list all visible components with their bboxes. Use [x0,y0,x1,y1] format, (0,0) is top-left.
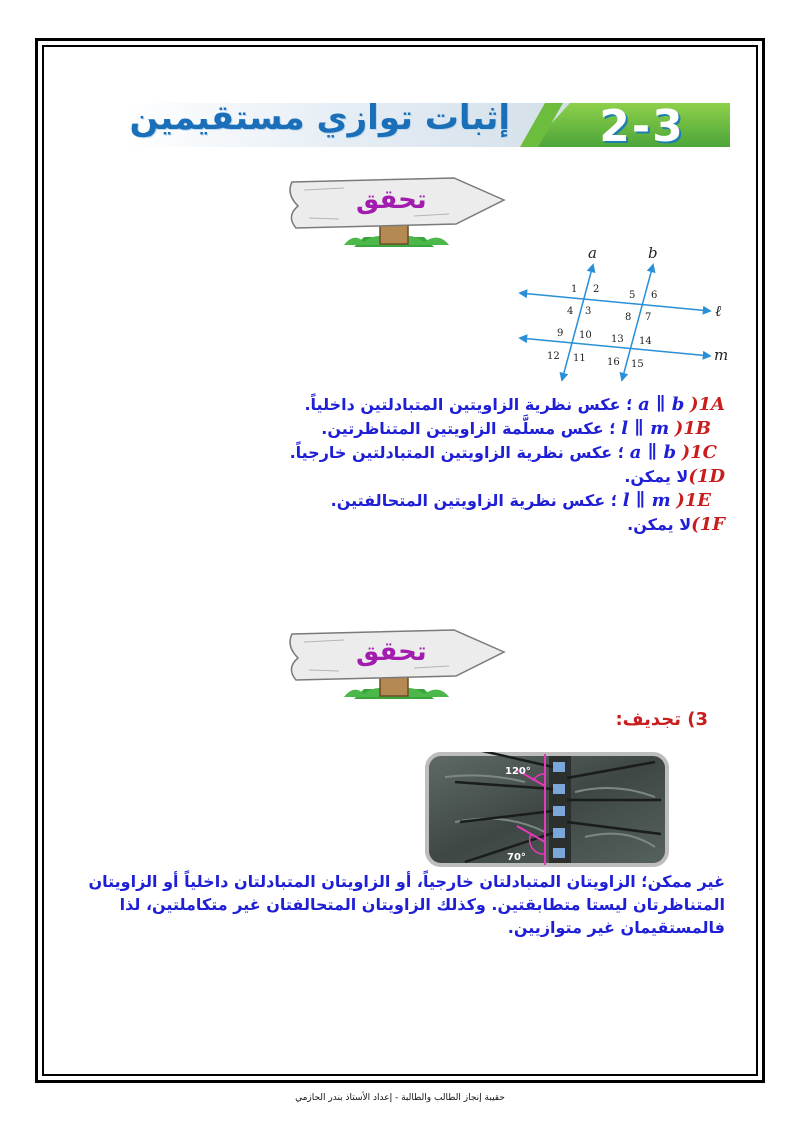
angle-label-16: 16 [607,357,620,368]
angle-label-6: 6 [651,290,658,301]
angle-label-10: 10 [579,330,592,341]
angle-label-14: 14 [639,336,652,347]
line-label-b: b [648,245,658,262]
angle-label-8: 8 [625,312,632,323]
angle-label-12: 12 [547,351,560,362]
answer-paragraph: غير ممكن؛ الزاويتان المتبادلتان خارجياً، أو الزاويتان المتبادلتان داخلياً أو الزاويتان المتناظرتان ليستا متطابقتين. وكذلك الزاويتان المتحالفتان غير متكاملتين، لذا فالمستقيمان غير متوازيين. [88,872,725,937]
answer-1c: 1C( a ∥ b ؛ عكس نظرية الزاويتين المتبادلتين خارجياً. [289,442,717,463]
angle-label-5: 5 [629,290,636,301]
lesson-title: إثبات توازي مستقيمين [129,98,510,138]
answer-1b: 1B( l ∥ m ؛ عكس مسلَّمة الزاويتين المتناظرتين. [321,418,711,439]
page-footer: حقيبة إنجاز الطالب والطالبة - إعداد الأستاذ بندر الحازمي [295,1093,505,1103]
check-sign-label: تحقق [356,185,427,215]
answer-1a: 1A( a ∥ b ؛ عكس نظرية الزاويتين المتبادلتين داخلياً. [304,394,725,415]
angle-label-13: 13 [611,334,624,345]
angle-70-label: 70° [507,852,526,863]
section-title: 3) تجديف: [615,709,708,730]
lesson-number: 2-3 [599,101,685,152]
angle-label-7: 7 [645,312,652,323]
angle-label-9: 9 [557,328,564,339]
angle-120-label: 120° [505,766,531,777]
line-label-a: a [588,245,597,262]
answer-1d: 1D)لا يمكن. [624,466,725,487]
line-label-m: m [714,346,729,364]
angle-label-1: 1 [571,284,578,295]
line-label-l: ℓ [715,302,722,320]
check-sign-label-2: تحقق [356,637,427,667]
answer-1f: 1F)لا يمكن. [627,514,725,535]
angle-label-15: 15 [631,359,644,370]
angle-label-11: 11 [573,353,586,364]
angle-label-3: 3 [585,306,592,317]
angle-label-2: 2 [593,284,600,295]
answer-1e: 1E( l ∥ m ؛ عكس نظرية الزاويتين المتحالفتين. [330,490,711,511]
answers-list [85,393,725,537]
parallel-lines-figure [515,245,730,385]
rowing-photo [425,752,669,867]
angle-label-4: 4 [567,306,574,317]
